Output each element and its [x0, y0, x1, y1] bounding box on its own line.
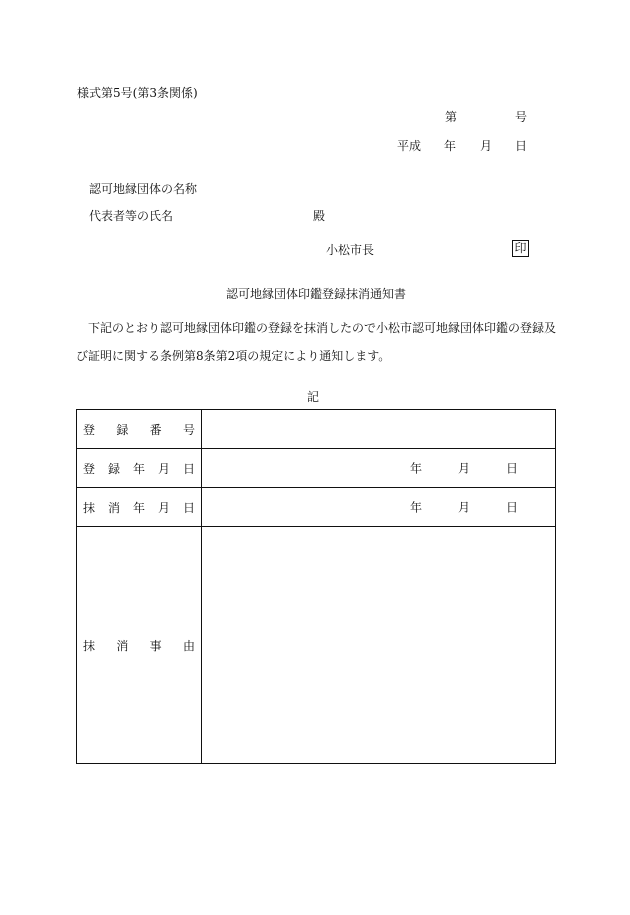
cancellation-date-value[interactable] — [202, 488, 556, 527]
cancellation-reason-label — [77, 527, 202, 764]
form-number: 様式第5号(第3条関係) — [77, 86, 198, 100]
date-day: 日 — [506, 461, 519, 476]
doc-number-suffix: 号 — [515, 110, 528, 124]
honorific: 殿 — [313, 209, 326, 223]
cancellation-date-label — [77, 488, 202, 527]
label-char: 録 — [107, 461, 120, 476]
document-title: 認可地縁団体印鑑登録抹消通知書 — [226, 287, 407, 301]
seal-mark: 印 — [512, 240, 529, 257]
label-char: 日 — [182, 500, 195, 515]
registration-date-label — [77, 449, 202, 488]
label-char: 年 — [132, 500, 145, 515]
issuer-name: 小松市長 — [326, 243, 375, 257]
date-year: 年 — [410, 461, 423, 476]
label-char: 登 — [83, 422, 96, 437]
label-char: 月 — [157, 500, 170, 515]
date-day: 日 — [515, 139, 528, 153]
date-era: 平成 — [397, 139, 422, 153]
label-char: 録 — [116, 422, 129, 437]
date-day: 日 — [506, 500, 519, 515]
registration-number-value[interactable] — [202, 410, 556, 449]
date-month: 月 — [458, 461, 471, 476]
label-char: 消 — [116, 638, 129, 653]
org-name-label: 認可地縁団体の名称 — [89, 182, 198, 196]
details-table — [76, 409, 556, 764]
table-row — [77, 527, 556, 764]
label-char: 日 — [182, 461, 195, 476]
label-char: 抹 — [83, 500, 96, 515]
representative-label: 代表者等の氏名 — [89, 209, 174, 223]
ki-heading: 記 — [307, 390, 320, 404]
label-char: 抹 — [83, 638, 96, 653]
doc-number-prefix: 第 — [445, 110, 458, 124]
date-month: 月 — [458, 500, 471, 515]
label-char: 年 — [132, 461, 145, 476]
cancellation-reason-value[interactable] — [202, 527, 556, 764]
label-char: 事 — [149, 638, 162, 653]
date-month: 月 — [480, 139, 493, 153]
registration-date-value[interactable] — [202, 449, 556, 488]
date-year: 年 — [410, 500, 423, 515]
date-year: 年 — [444, 139, 457, 153]
body-text: 下記のとおり認可地縁団体印鑑の登録を抹消したので小松市認可地縁団体印鑑の登録及び証明に関する条例第8条第2項の規定により通知します。 — [76, 321, 557, 363]
label-char: 番 — [149, 422, 162, 437]
label-char: 号 — [182, 422, 195, 437]
label-char: 消 — [107, 500, 120, 515]
table-row — [77, 488, 556, 527]
label-char: 月 — [157, 461, 170, 476]
table-row — [77, 449, 556, 488]
registration-number-label — [77, 410, 202, 449]
label-char: 由 — [182, 638, 195, 653]
table-row — [77, 410, 556, 449]
label-char: 登 — [83, 461, 96, 476]
